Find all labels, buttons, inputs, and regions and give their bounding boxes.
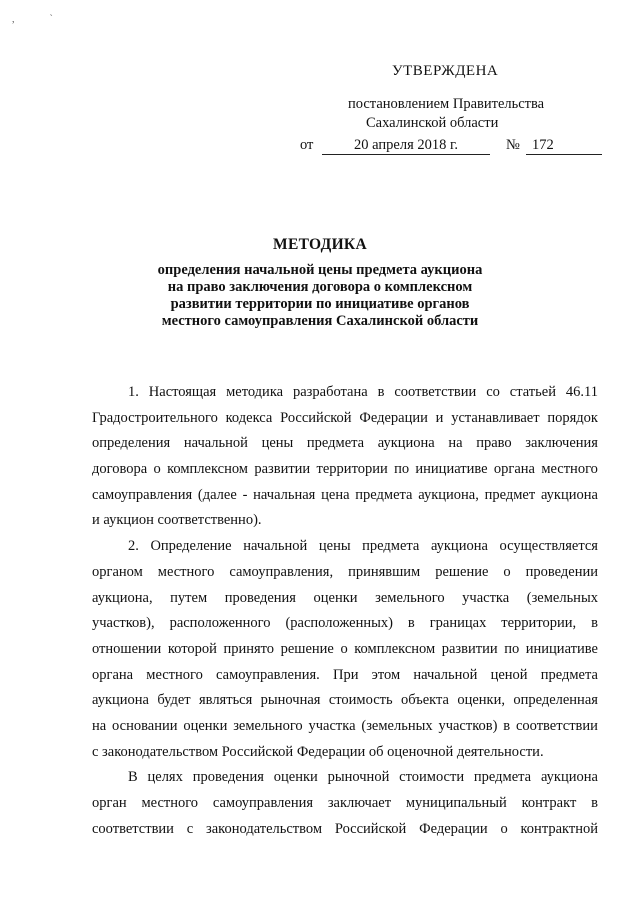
word: оценки [273, 769, 318, 786]
word: границах [429, 615, 487, 632]
word: оценки, [457, 692, 505, 709]
word: рыночная [260, 692, 321, 709]
word: отношении [92, 640, 162, 657]
paragraph-line [92, 380, 598, 406]
paragraph-line [92, 483, 598, 509]
word: 2. [128, 538, 139, 555]
word: объекта [400, 692, 449, 709]
document-body [92, 380, 598, 842]
paragraph-line [92, 688, 598, 714]
word: кодекса [225, 409, 273, 426]
word: начальной [183, 435, 248, 452]
approval-stamp [300, 62, 610, 158]
word: принявшим [348, 563, 421, 580]
word: рыночной [327, 769, 390, 786]
word: цены [318, 538, 351, 555]
word: самоуправления. [216, 666, 320, 683]
word: законодательством [206, 820, 323, 837]
word: о [340, 640, 348, 657]
word: Российской [280, 409, 352, 426]
word: участка [462, 589, 510, 606]
paragraph-line [92, 586, 598, 612]
word: аукциона [540, 486, 598, 503]
subtitle-line: определения начальной цены предмета аукциона [157, 262, 483, 278]
word: целях [147, 769, 183, 786]
word: по [504, 640, 520, 657]
paragraph-line [92, 431, 598, 457]
word: земельного [233, 717, 303, 734]
word: и [435, 409, 444, 426]
word: оценки [313, 589, 358, 606]
paragraph [92, 534, 598, 765]
word: договора [92, 461, 148, 478]
word: право [476, 435, 512, 452]
word: местного [157, 563, 215, 580]
word: предмета [540, 666, 598, 683]
paragraph-line [92, 663, 598, 689]
document-title: МЕТОДИКА [273, 236, 367, 253]
word: участков) [438, 717, 498, 734]
word: предмета [362, 538, 420, 555]
word: проведении [525, 563, 598, 580]
word: - [242, 486, 248, 503]
subtitle-line: на право заключения договора о комплексном [167, 279, 473, 295]
paragraph-line: и аукцион соответственно). [92, 512, 262, 529]
paragraph-line [92, 560, 598, 586]
paragraph-line [92, 406, 598, 432]
word: комплексном [167, 461, 248, 478]
word: развитии [254, 461, 311, 478]
word: органом [92, 563, 143, 580]
word: заключения [525, 435, 598, 452]
word: аукциона, [92, 589, 153, 606]
word: соответствии [515, 717, 598, 734]
word: Градостроительного [92, 409, 218, 426]
word: 1. [128, 384, 139, 400]
paragraph [92, 380, 598, 534]
word: статьей [509, 384, 556, 400]
word: аукциона [377, 435, 435, 452]
scan-specks: , ` [12, 14, 53, 25]
word: инициативе [525, 640, 598, 657]
word: предмета [355, 486, 413, 503]
word: самоуправления, [229, 563, 334, 580]
word: самоуправления [92, 486, 193, 503]
word: разработана [293, 384, 368, 400]
word: оценки [183, 717, 228, 734]
word: являться [199, 692, 253, 709]
word: аукциона, [418, 486, 479, 503]
word: Федерации [359, 409, 428, 426]
word: аукциона [540, 769, 598, 786]
paragraph-line [92, 534, 598, 560]
word: развитии [441, 640, 498, 657]
word: В [128, 769, 138, 786]
paragraph-line [92, 765, 598, 791]
word: принято [223, 640, 275, 657]
word: расположенного [169, 615, 271, 632]
paragraph-line [92, 611, 598, 637]
word: соответствии [92, 820, 174, 837]
word: методика [226, 384, 284, 400]
approval-date: 20 апреля 2018 г. [322, 136, 490, 155]
word: земельного [375, 589, 445, 606]
word: о [503, 563, 511, 580]
word: о [153, 461, 161, 478]
word: аукциона [430, 538, 488, 555]
word: местного [541, 461, 598, 478]
date-prefix: от [300, 137, 314, 153]
subtitle-line: развитии территории по инициативе органов [170, 296, 470, 312]
approval-date-row [300, 136, 610, 158]
word: определенная [513, 692, 598, 709]
word: в [591, 795, 598, 811]
paragraph [92, 765, 598, 842]
word: органа [92, 666, 134, 683]
word: Федерации [419, 820, 488, 837]
paragraph-line [92, 457, 598, 483]
word: стоимость [328, 692, 393, 709]
word: контракт [521, 795, 577, 811]
word: начальная [253, 486, 316, 503]
word: начальной [413, 666, 478, 683]
word: будет [157, 692, 191, 709]
word: в [407, 615, 415, 632]
word: орган [92, 795, 127, 811]
paragraph-line: с законодательством Российской Федерации об оценочной деятельности. [92, 743, 544, 760]
word: территории [316, 461, 388, 478]
word: по [394, 461, 410, 478]
word: инициативе [415, 461, 488, 478]
word: (земельных [526, 589, 598, 606]
paragraph-line [92, 817, 598, 843]
document-subtitle [100, 262, 540, 330]
approval-heading: УТВЕРЖДЕНА [392, 63, 499, 79]
paragraph-line [92, 791, 598, 817]
word: предмет [484, 486, 536, 503]
word: со [486, 384, 500, 400]
word: в [591, 615, 598, 632]
word: Настоящая [148, 384, 217, 400]
word: решение [280, 640, 334, 657]
word: этом [371, 666, 401, 683]
paragraph-line [92, 637, 598, 663]
number-sign: № [506, 137, 520, 153]
word: цены [261, 435, 294, 452]
word: предмета [306, 435, 365, 452]
word: ценой [490, 666, 528, 683]
word: путем [170, 589, 208, 606]
word: территории, [501, 615, 577, 632]
word: порядок [547, 409, 598, 426]
word: местного [141, 795, 199, 811]
word: комплексном [354, 640, 436, 657]
paragraph-line [92, 714, 598, 740]
word: которой [167, 640, 217, 657]
word: в [503, 717, 511, 734]
approval-line-1: постановлением Правительства [348, 96, 545, 112]
word: (далее [197, 486, 237, 503]
word: определения [92, 435, 171, 452]
approval-number: 172 [526, 136, 602, 155]
word: муниципальный [405, 795, 507, 811]
word: (земельных [361, 717, 433, 734]
word: местного [146, 666, 203, 683]
word: начальной [243, 538, 308, 555]
word: заключает [327, 795, 392, 811]
word: на [448, 435, 463, 452]
word: аукциона [92, 692, 149, 709]
word: При [332, 666, 359, 683]
word: основании [112, 717, 178, 734]
word: с [186, 820, 194, 837]
word: 46.11 [565, 384, 598, 400]
word: участков), [92, 615, 155, 632]
word: на [92, 717, 107, 734]
word: проведения [224, 589, 296, 606]
word: о [500, 820, 508, 837]
word: стоимости [399, 769, 465, 786]
word: органа [493, 461, 535, 478]
word: предмета [473, 769, 532, 786]
word: самоуправления [212, 795, 314, 811]
word: Определение [150, 538, 232, 555]
word: цена [321, 486, 350, 503]
word: осуществляется [499, 538, 598, 555]
word: проведения [192, 769, 264, 786]
subtitle-line: местного самоуправления Сахалинской области [161, 313, 479, 329]
word: в [377, 384, 385, 400]
word: устанавливает [451, 409, 540, 426]
word: соответствии [394, 384, 477, 400]
word: участка [308, 717, 356, 734]
approval-line-2: Сахалинской области [366, 115, 499, 131]
word: Российской [334, 820, 407, 837]
word: решение [435, 563, 489, 580]
word: контрактной [520, 820, 598, 837]
word: (расположенных) [285, 615, 393, 632]
